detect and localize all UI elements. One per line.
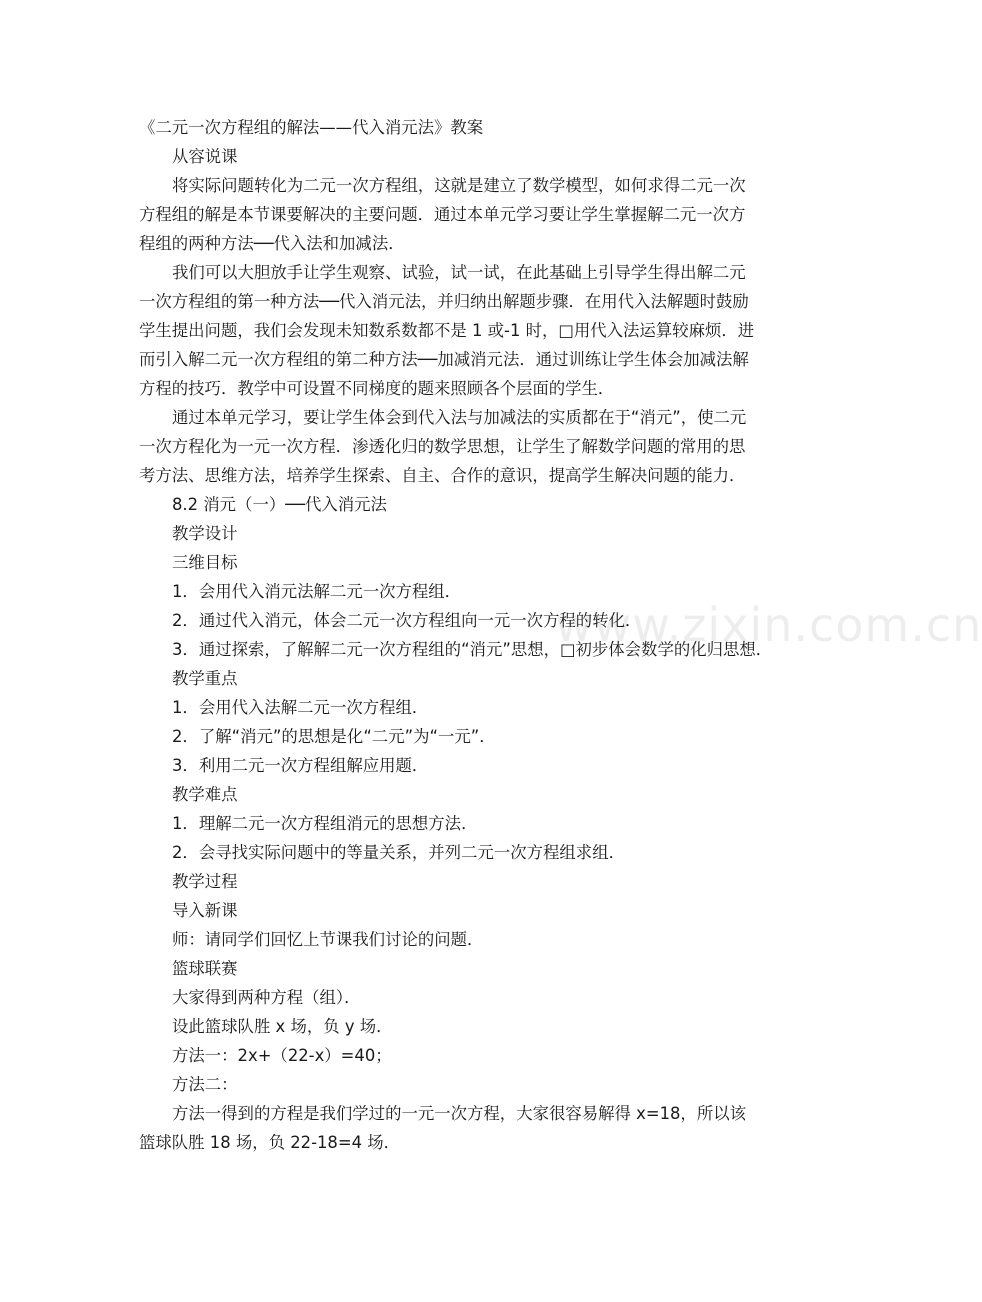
paragraph-line: 程组的两种方法──代入法和加减法． xyxy=(139,234,405,253)
paragraph-line: 通过本单元学习，要让学生体会到代入法与加减法的实质都在于“消元”，使二元 xyxy=(172,408,747,427)
section-heading: 教学设计 xyxy=(172,524,238,543)
paragraph-line: 篮球队胜 18 场，负 22-18=4 场． xyxy=(139,1133,401,1152)
section-heading: 教学难点 xyxy=(172,785,238,804)
list-item: 2．了解“消元”的思想是化“二元”为“一元”． xyxy=(172,727,496,746)
section-heading: 导入新课 xyxy=(172,901,238,920)
section-heading: 从容说课 xyxy=(172,147,238,166)
paragraph-line: 方程组的解是本节课要解决的主要问题．通过本单元学习要让学生掌握解二元一次方 xyxy=(139,205,746,224)
paragraph-line: 篮球联赛 xyxy=(172,959,238,978)
list-item: 2．通过代入消元，体会二元一次方程组向一元一次方程的转化． xyxy=(172,611,642,630)
paragraph-line: 一次方程化为一元一次方程．渗透化归的数学思想，让学生了解数学问题的常用的思 xyxy=(139,437,746,456)
watermark: www.zixin.com.cn xyxy=(555,598,982,652)
list-item: 2．会寻找实际问题中的等量关系，并列二元一次方程组求组． xyxy=(172,843,625,862)
paragraph-line: 而引入解二元一次方程组的第二种方法──加减消元法．通过训练让学生体会加减法解 xyxy=(139,350,749,369)
paragraph-line: 设此篮球队胜 x 场，负 y 场． xyxy=(172,1017,393,1036)
paragraph-line: 师：请同学们回忆上节课我们讨论的问题． xyxy=(172,930,484,949)
list-item: 1．理解二元一次方程组消元的思想方法． xyxy=(172,814,478,833)
list-item: 3．通过探索，了解解二元一次方程组的“消元”思想，□初步体会数学的化归思想． xyxy=(172,640,773,659)
paragraph-line: 将实际问题转化为二元一次方程组，这就是建立了数学模型，如何求得二元一次 xyxy=(172,176,746,195)
paragraph-line: 考方法、思维方法，培养学生探索、自主、合作的意识，提高学生解决问题的能力． xyxy=(139,466,746,485)
paragraph-line: 学生提出问题，我们会发现未知数系数都不是 1 或-1 时，□用代入法运算较麻烦．进 xyxy=(139,321,755,340)
section-heading: 教学过程 xyxy=(172,872,238,891)
document-title: 《二元一次方程组的解法——代入消元法》教案 xyxy=(139,118,484,137)
list-item: 1．会用代入消元法解二元一次方程组． xyxy=(172,582,462,601)
section-heading: 教学重点 xyxy=(172,669,238,688)
section-heading: 8.2 消元（一）──代入消元法 xyxy=(172,495,387,514)
section-heading: 三维目标 xyxy=(172,553,238,572)
paragraph-line: 方法一：2x+（22-x）=40； xyxy=(172,1046,392,1065)
paragraph-line: 我们可以大胆放手让学生观察、试验，试一试，在此基础上引导学生得出解二元 xyxy=(172,263,746,282)
paragraph-line: 大家得到两种方程（组）． xyxy=(172,988,361,1007)
paragraph-line: 方法二： xyxy=(172,1075,238,1094)
paragraph-line: 方程的技巧．教学中可设置不同梯度的题来照顾各个层面的学生． xyxy=(139,379,615,398)
paragraph-line: 方法一得到的方程是我们学过的一元一次方程，大家很容易解得 x=18，所以该 xyxy=(172,1104,746,1123)
paragraph-line: 一次方程组的第一种方法──代入消元法，并归纳出解题步骤．在用代入法解题时鼓励 xyxy=(139,292,749,311)
list-item: 1．会用代入法解二元一次方程组． xyxy=(172,698,429,717)
list-item: 3．利用二元一次方程组解应用题． xyxy=(172,756,429,775)
